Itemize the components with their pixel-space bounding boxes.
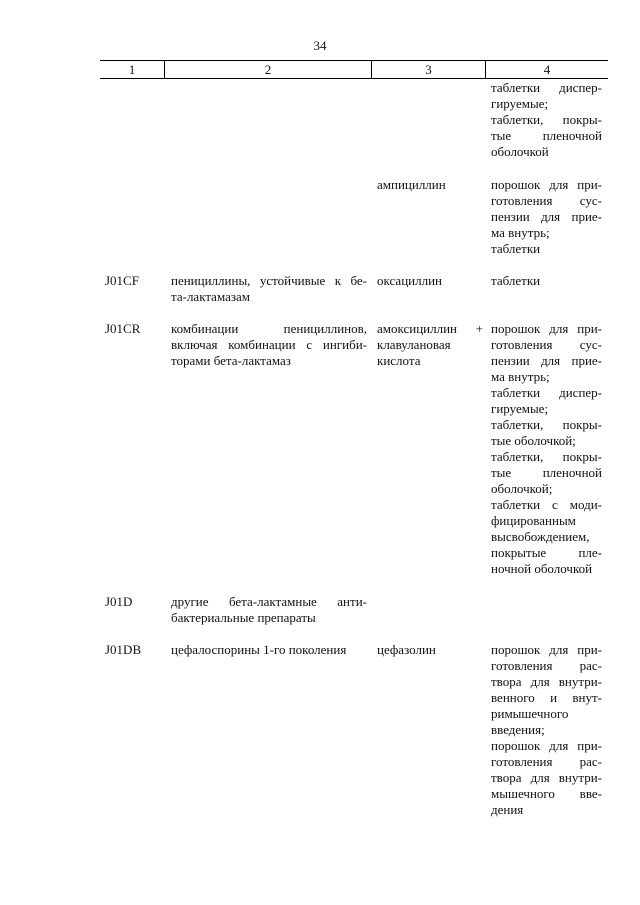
table-header bbox=[100, 60, 608, 79]
dosage-forms-line: фицированным bbox=[491, 513, 576, 528]
dosage-forms-line: венного и внут- bbox=[491, 690, 602, 705]
atc-code: J01CF bbox=[105, 273, 139, 288]
dosage-forms bbox=[491, 321, 602, 577]
dosage-forms-line: дения bbox=[491, 802, 524, 817]
dosage-forms-line: ма внутрь; bbox=[491, 225, 550, 240]
column-header-2: 2 bbox=[264, 62, 272, 77]
dosage-forms-line: твора для внутри- bbox=[491, 770, 602, 785]
column-header-3: 3 bbox=[425, 62, 432, 77]
drug-name bbox=[377, 642, 483, 658]
dosage-forms-line: таблетки, покры- bbox=[491, 417, 602, 432]
dosage-forms-line: римышечного bbox=[491, 706, 569, 721]
group-name-line: торами бета-лактамаз bbox=[171, 353, 291, 368]
dosage-forms-line: готовления рас- bbox=[491, 658, 602, 673]
group-name bbox=[171, 594, 367, 626]
dosage-forms bbox=[491, 642, 602, 818]
atc-code: J01DB bbox=[105, 642, 142, 657]
group-name-line: цефалоспорины 1-го поколения bbox=[171, 642, 347, 657]
dosage-forms-line: готовления сус- bbox=[491, 193, 602, 208]
atc-code: J01D bbox=[105, 594, 133, 609]
drug-name-line: амоксициллин + bbox=[377, 321, 483, 336]
dosage-forms-line: гируемые; bbox=[491, 96, 549, 111]
dosage-forms-line: таблетки, покры- bbox=[491, 449, 602, 464]
dosage-forms-line: высвобождением, bbox=[491, 529, 590, 544]
dosage-forms-line: покрытые пле- bbox=[491, 545, 602, 560]
group-name-line: пенициллины, устойчивые к бе- bbox=[171, 273, 367, 288]
drug-name-line: кислота bbox=[377, 353, 421, 368]
dosage-forms-line: пензии для прие- bbox=[491, 353, 602, 368]
dosage-forms-line: таблетки с моди- bbox=[491, 497, 602, 512]
drug-name-line: цефазолин bbox=[377, 642, 436, 657]
dosage-forms-line: гируемые; bbox=[491, 401, 549, 416]
column-header-4: 4 bbox=[543, 62, 551, 77]
group-name bbox=[171, 321, 367, 369]
dosage-forms-line: тые пленочной bbox=[491, 128, 602, 143]
group-name-line: включая комбинации с ингиби- bbox=[171, 337, 367, 352]
dosage-forms bbox=[491, 177, 602, 257]
group-name-line: другие бета-лактамные анти- bbox=[171, 594, 367, 609]
dosage-forms-line: готовления сус- bbox=[491, 337, 602, 352]
dosage-forms-line: тые оболочкой; bbox=[491, 433, 576, 448]
dosage-forms-line: порошок для при- bbox=[491, 321, 602, 336]
group-name-line: комбинации пенициллинов, bbox=[171, 321, 367, 336]
dosage-forms-line: мышечного вве- bbox=[491, 786, 602, 801]
drug-name-line: оксациллин bbox=[377, 273, 442, 288]
dosage-forms bbox=[491, 273, 602, 289]
group-name-line: та-лактамазам bbox=[171, 289, 250, 304]
drug-name bbox=[377, 273, 483, 289]
dosage-forms-line: ма внутрь; bbox=[491, 369, 550, 384]
dosage-forms-line: порошок для при- bbox=[491, 177, 602, 192]
drug-name bbox=[377, 177, 483, 193]
dosage-forms bbox=[491, 80, 602, 160]
dosage-forms-line: пензии для прие- bbox=[491, 209, 602, 224]
drug-name-line: ампициллин bbox=[377, 177, 446, 192]
group-name bbox=[171, 642, 367, 658]
dosage-forms-line: оболочкой bbox=[491, 144, 549, 159]
column-header-1: 1 bbox=[128, 62, 136, 77]
group-name bbox=[171, 273, 367, 305]
dosage-forms-line: ночной оболочкой bbox=[491, 561, 593, 576]
drug-name bbox=[377, 321, 483, 369]
dosage-forms-line: оболочкой; bbox=[491, 481, 553, 496]
dosage-forms-line: таблетки диспер- bbox=[491, 385, 602, 400]
drug-name-line: клавулановая bbox=[377, 337, 451, 352]
group-name-line: бактериальные препараты bbox=[171, 610, 316, 625]
dosage-forms-line: тые пленочной bbox=[491, 465, 602, 480]
dosage-forms-line: таблетки диспер- bbox=[491, 80, 602, 95]
dosage-forms-line: введения; bbox=[491, 722, 545, 737]
page-number: 34 bbox=[313, 38, 327, 53]
dosage-forms-line: порошок для при- bbox=[491, 642, 602, 657]
atc-code: J01CR bbox=[105, 321, 141, 336]
dosage-forms-line: таблетки bbox=[491, 273, 541, 288]
dosage-forms-line: таблетки, покры- bbox=[491, 112, 602, 127]
dosage-forms-line: порошок для при- bbox=[491, 738, 602, 753]
dosage-forms-line: таблетки bbox=[491, 241, 541, 256]
dosage-forms-line: готовления рас- bbox=[491, 754, 602, 769]
dosage-forms-line: твора для внутри- bbox=[491, 674, 602, 689]
